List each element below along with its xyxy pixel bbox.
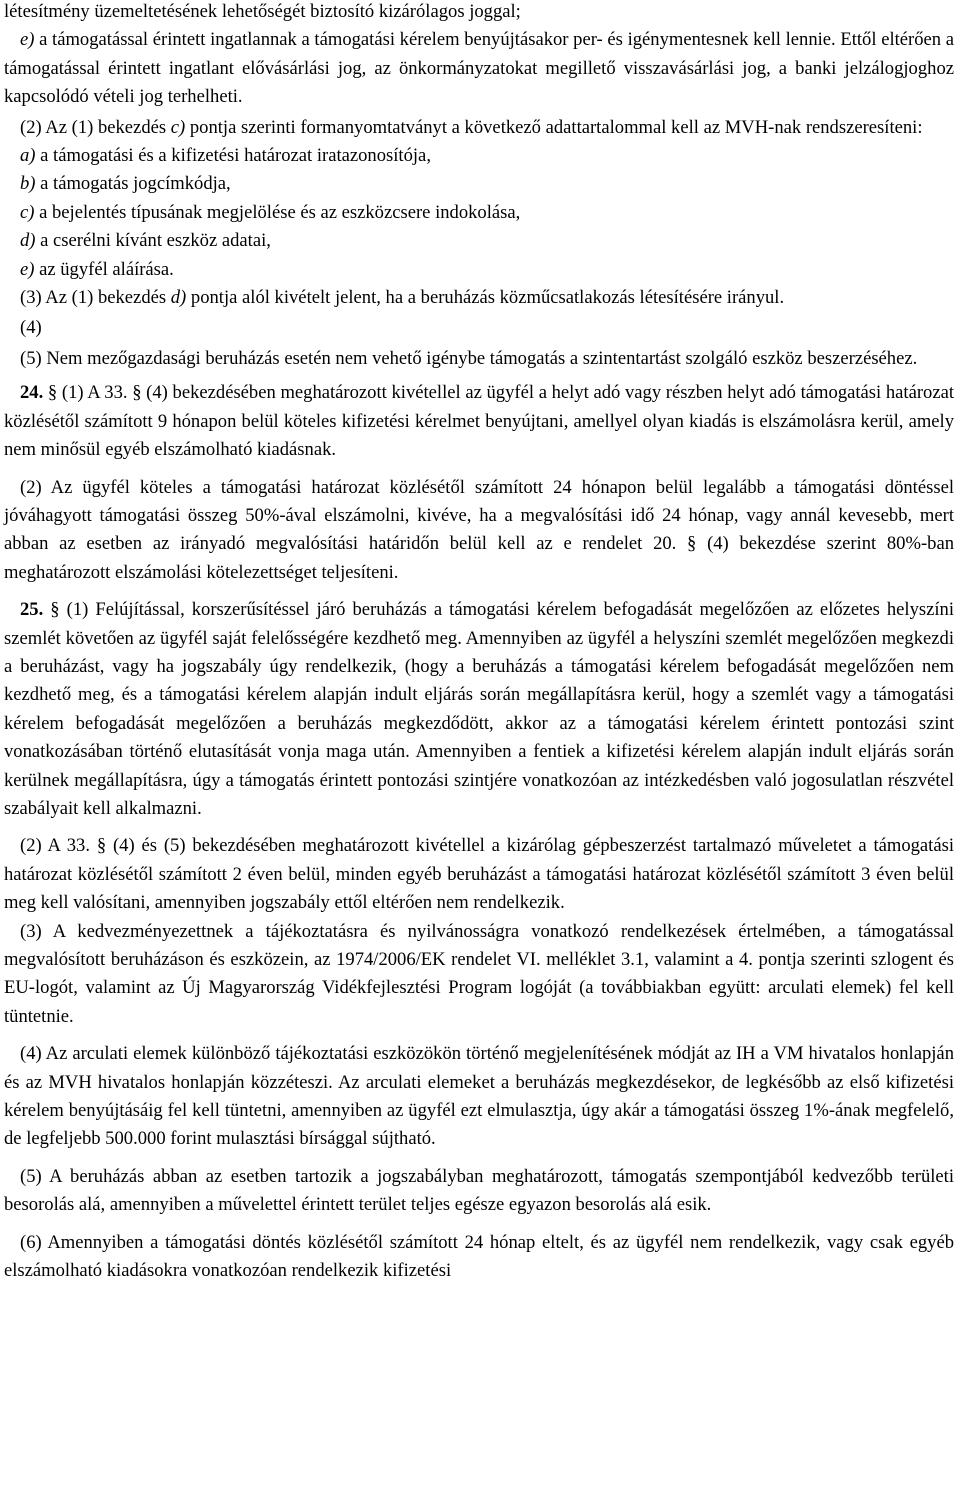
paragraph-text: pontja szerinti formanyomtatványt a következő adattartalommal kell az MVH-nak rendszeresíteni: [185, 116, 923, 138]
paragraph-text: (2) A 33. § (4) és (5) bekezdésében meghatározott kivétellel a kizárólag gépbeszerzést tartalmazó műveletet a támogatási határozat közlésétől számított 2 éven belül, minden egyéb beruházást a támogatási határozat közlésétől számított 3 éven belül meg kell valósítani, amennyiben jogszabály ettől eltérően nem rendelkezik. [4, 835, 954, 914]
list-item [4, 256, 954, 284]
paragraph-text: (6) Amennyiben a támogatási döntés közlésétől számított 24 hónap eltelt, és az ügyfél nem rendelkezik, vagy csak egyéb elszámolható kiadásokra vonatkozóan rendelkezik kifizetési [4, 1231, 954, 1282]
paragraph-text: (4) Az arculati elemek különböző tájékoztatási eszközökön történő megjelenítésének módját az IH a VM hivatalos honlapján és az MVH hivatalos honlapján közzéteszi. Az arculati elemeket a beruházás megkezdésekor, de legkésőbb az első kifizetési kérelem benyújtásáig fel kell tüntetni, amennyiben az ügyfél ezt elmulasztja, úgy akár a támogatási összeg 1%-ának megfelelő, de legfeljebb 500.000 forint mulasztási bírsággal sújtható. [4, 1043, 954, 1150]
list-item-text: a cserélni kívánt eszköz adatai, [35, 230, 271, 252]
list-item [4, 199, 954, 227]
paragraph-text: pontja alól kivételt jelent, ha a beruházás közműcsatlakozás létesítésére irányul. [186, 287, 785, 309]
paragraph-text: (3) A kedvezményezettnek a tájékoztatásra és nyilvánosságra vonatkozó rendelkezések értelmében, a támogatással megvalósított beruházáson és eszközein, az 1974/2006/EK rendelet VI. melléklet 3.1, valamint a 4. pontja szerinti szlogent és EU-logót, valamint az Új Magyarország Vidékfejlesztési Program logóját (a továbbiakban együtt: arculati elemek) fel kell tüntetnie. [4, 920, 954, 1027]
point-label: d) [20, 230, 36, 252]
section-number: 24. [20, 382, 44, 404]
paragraph [4, 474, 954, 588]
point-label: c) [170, 116, 186, 138]
paragraph [4, 114, 954, 142]
paragraph [4, 314, 954, 342]
point-label: e) [20, 258, 35, 280]
section-25 [4, 596, 954, 823]
point-label: d) [170, 287, 187, 309]
paragraph-text: (2) Az (1) bekezdés [20, 116, 171, 138]
paragraph [4, 1163, 954, 1220]
section-24 [4, 379, 954, 464]
paragraph [4, 918, 954, 1032]
paragraph [4, 345, 954, 373]
paragraph-text: § (1) A 33. § (4) bekezdésében meghatározott kivétellel az ügyfél a helyt adó vagy részben helyt adó támogatási határozat közlésétől számított 9 hónapon belül köteles kifizetési kérelmet benyújtani, amellyel olyan kiadás is elszámolásra kerül, amely nem minősül egyéb elszámolható kiadásnak. [4, 382, 954, 461]
paragraph-text: (5) Nem mezőgazdasági beruházás esetén nem vehető igénybe támogatás a szintentartást szolgáló eszköz beszerzéséhez. [20, 347, 918, 369]
paragraph-text: (5) A beruházás abban az esetben tartozik a jogszabályban meghatározott, támogatás szempontjából kedvezőbb területi besorolás alá, amennyiben a művelettel érintett terület teljes egésze egyazon besorolás alá esik. [4, 1165, 954, 1216]
list-item [4, 227, 954, 255]
point-label: c) [20, 201, 35, 223]
paragraph [4, 1040, 954, 1154]
paragraph-text: (3) Az (1) bekezdés [20, 287, 171, 309]
paragraph [4, 284, 954, 312]
paragraph-text: § (1) Felújítással, korszerűsítéssel járó beruházás a támogatási kérelem befogadását megelőzően az előzetes helyszíni szemlét követően az ügyfél saját felelősségére kezdhető meg. Amennyiben az ügyfél a helyszíni szemlét megelőzően megkezdi a beruházást, vagy ha jogszabály úgy rendelkezik, (hogy a beruházás a támogatási kérelem befogadását megelőzően nem kezdhető meg, és a támogatási kérelem alapján indult eljárás során megállapításra kerül, hogy a szemlét vagy a támogatási kérelem befogadását megelőzően a beruházás megkezdődött, akkor az a támogatási kérelem érintett pontozási szint vonatkozásában történő elutasítását vonja maga után. Amennyiben a fentiek a kifizetési kérelem alapján indult eljárás során kerülnek megállapításra, úgy a támogatás érintett pontozási szintjére vonatkozóan az intézkedésben való jogosulatlan részvétel szabályait kell alkalmazni. [4, 599, 954, 819]
point-label: a) [20, 145, 36, 167]
paragraph-text: (4) [20, 317, 42, 339]
paragraph [4, 832, 954, 917]
paragraph [4, 0, 954, 26]
paragraph-text: a támogatással érintett ingatlannak a támogatási kérelem benyújtásakor per- és igénymentesnek kell lennie. Ettől eltérően a támogatással érintett ingatlant elővásárlási jog, az önkormányzatokat megillető visszavásárlási jog, a banki jelzálogjoghoz kapcsolódó vételi jog terhelheti. [4, 29, 954, 108]
document-page [4, 0, 954, 1285]
list-item-text: a bejelentés típusának megjelölése és az eszközcsere indokolása, [34, 201, 521, 223]
paragraph [4, 1229, 954, 1286]
point-label: e) [20, 29, 35, 51]
paragraph-text: (2) Az ügyfél köteles a támogatási határozat közlésétől számított 24 hónapon belül legalább a támogatási döntéssel jóváhagyott támogatási összeg 50%-ával elszámolni, kivéve, ha a megvalósítási idő 24 hónap, vagy annál kevesebb, mert abban az esetben az irányadó megvalósítási határidőn belül kell az e rendelet 20. § (4) bekezdése szerint 80%-ban meghatározott elszámolási kötelezettséget teljesíteni. [4, 476, 954, 583]
paragraph-text: létesítmény üzemeltetésének lehetőségét biztosító kizárólagos joggal; [4, 1, 521, 22]
list-item-text: a támogatási és a kifizetési határozat iratazonosítója, [35, 145, 431, 167]
list-item [4, 142, 954, 170]
section-number: 25. [20, 599, 44, 621]
list-item-text: az ügyfél aláírása. [34, 258, 174, 280]
list-item [4, 170, 954, 198]
list-item-text: a támogatás jogcímkódja, [35, 173, 231, 195]
point-label: b) [20, 173, 36, 195]
paragraph [4, 26, 954, 111]
